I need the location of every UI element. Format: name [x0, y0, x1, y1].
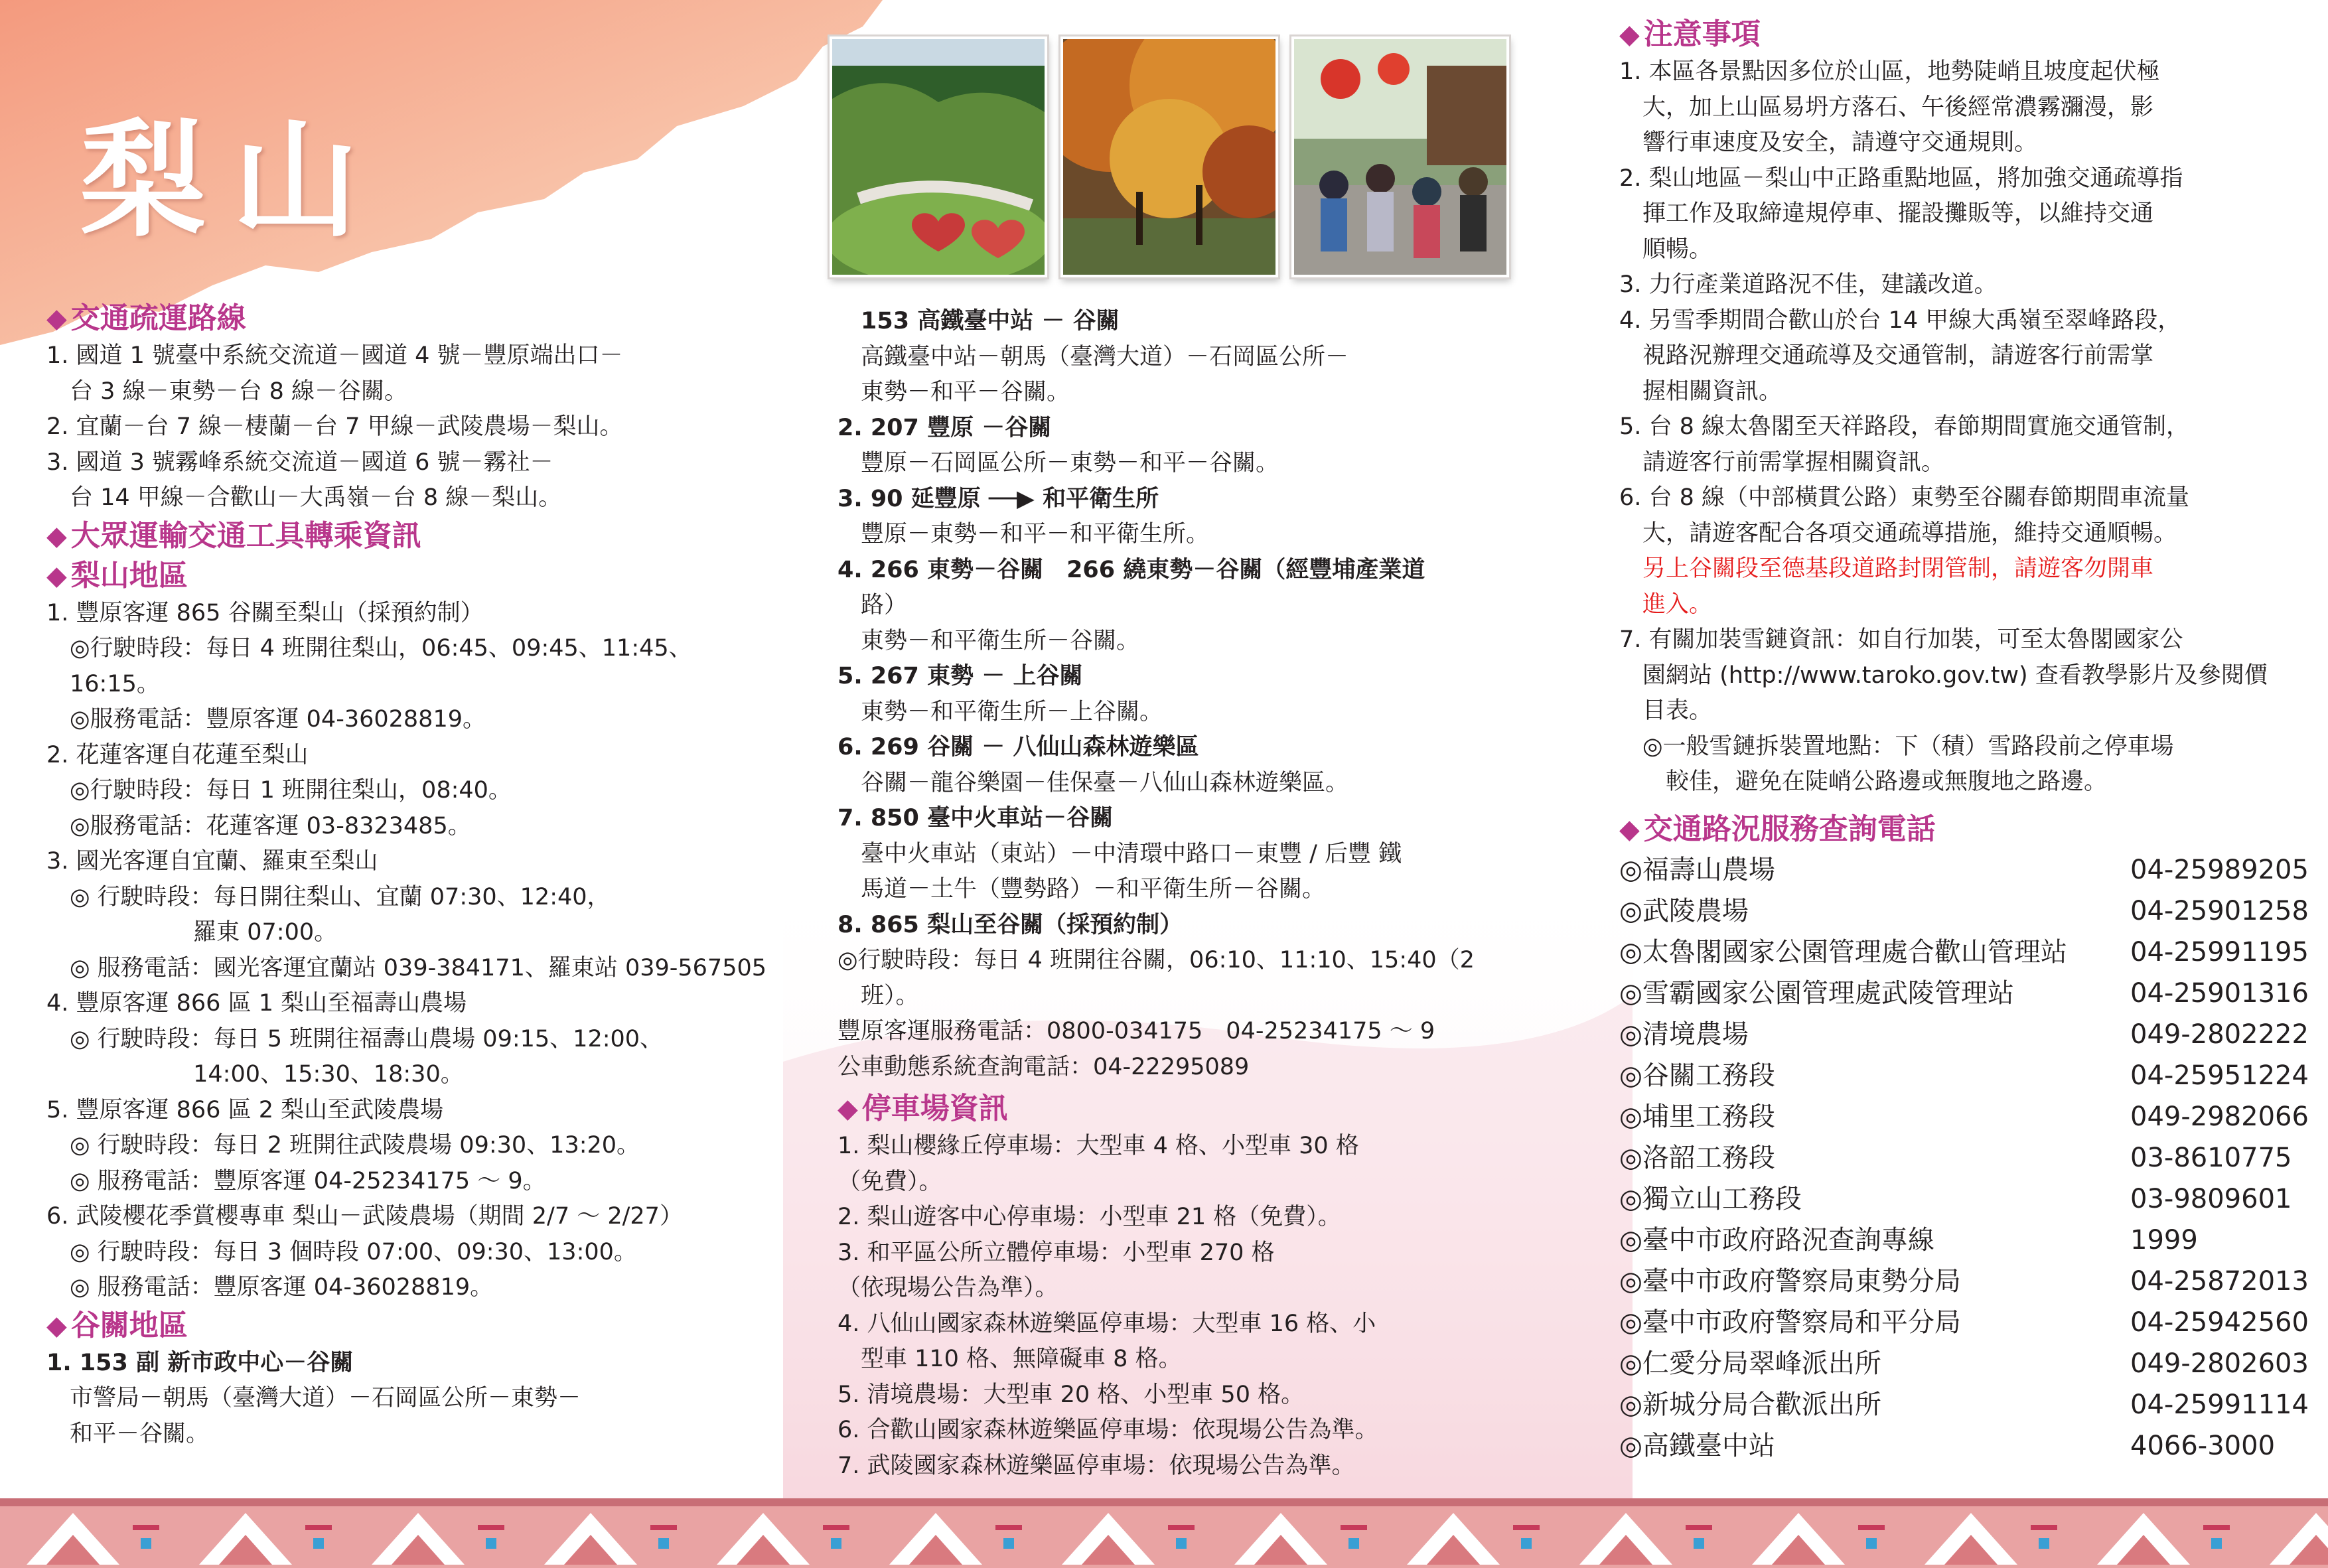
notice-line: 進入。 — [1619, 591, 1713, 618]
lishan-bus-line: 16:15。 — [46, 670, 160, 697]
lishan-bus-line: ◎行駛時段：每日 1 班開往梨山，08:40。 — [46, 777, 512, 804]
phone-number: 049-2802603 — [2130, 1348, 2309, 1379]
notice-line: 視路況辦理交通疏導及交通管制，請遊客行前需掌 — [1619, 342, 2154, 369]
phone-name: ◎太魯閣國家公園管理處合歡山管理站 — [1619, 936, 2067, 967]
bus-route-head: 7. 850 臺中火車站－谷關 — [837, 805, 1114, 831]
border-dash — [1858, 1525, 1885, 1530]
bus-route-head: 6. 269 谷關 － 八仙山森林遊樂區 — [837, 734, 1199, 760]
border-dot — [1694, 1538, 1704, 1549]
lishan-bus-line: ◎服務電話：花蓮客運 03-8323485。 — [46, 812, 471, 839]
bus-route-line: 班）。 — [837, 982, 919, 1009]
bus-route-line: 東勢－和平衛生所－上谷關。 — [837, 698, 1163, 725]
lishan-bus-line: 14:00、15:30、18:30。 — [46, 1061, 464, 1088]
lishan-bus-line: 3. 國光客運自宜蘭、羅東至梨山 — [46, 848, 378, 875]
bus-route-line: 東勢－和平－谷關。 — [837, 379, 1070, 405]
phone-number: 04-25901316 — [2130, 977, 2309, 1009]
phone-row — [1619, 1014, 2309, 1055]
notice-line: 6. 台 8 線（中部橫貫公路）東勢至谷關春節期間車流量 — [1619, 484, 2190, 511]
phone-name: ◎福壽山農場 — [1619, 854, 1775, 885]
border-dash — [305, 1525, 332, 1530]
phone-name: ◎雪霸國家公園管理處武陵管理站 — [1619, 977, 2014, 1009]
phone-row — [1619, 891, 2309, 932]
notice-list — [1619, 54, 2309, 800]
phone-number: 04-25951224 — [2130, 1060, 2309, 1091]
parking-line: 2. 梨山遊客中心停車場：小型車 21 格（免費）。 — [837, 1204, 1341, 1230]
traffic-route-line: 1. 國道 1 號臺中系統交流道－國道 4 號－豐原端出口－ — [46, 342, 623, 369]
bus-route-line: 高鐵臺中站－朝馬（臺灣大道）－石岡區公所－ — [837, 343, 1349, 370]
border-dot — [486, 1538, 496, 1549]
phone-number: 04-25942560 — [2130, 1307, 2309, 1338]
notice-line: 順暢。 — [1619, 236, 1713, 263]
lishan-bus-line: 1. 豐原客運 865 谷關至梨山（採預約制） — [46, 599, 484, 626]
page-title: 梨山 — [80, 106, 386, 254]
garden-photo — [830, 36, 1047, 277]
diamond-icon: ◆ — [46, 1310, 67, 1341]
diamond-icon: ◆ — [1619, 814, 1640, 845]
guguan-route-head: 1. 153 副 新市政中心－谷關 — [46, 1349, 354, 1376]
guguan-route-list — [46, 1381, 783, 1452]
parking-line: 3. 和平區公所立體停車場：小型車 270 格 — [837, 1239, 1275, 1266]
parking-list — [837, 1129, 1534, 1484]
bus-route-head: 4. 266 東勢－谷關 266 繞東勢－谷關（經豐埔產業道 — [837, 556, 1425, 583]
border-dot — [1521, 1538, 1532, 1549]
bus-route-line: 東勢－和平衛生所－谷關。 — [837, 627, 1140, 654]
phone-row — [1619, 1220, 2309, 1261]
lishan-bus-line: 4. 豐原客運 866 區 1 梨山至福壽山農場 — [46, 990, 467, 1017]
border-dash — [478, 1525, 504, 1530]
lishan-bus-line: ◎ 行駛時段：每日 3 個時段 07:00、09:30、13:00。 — [46, 1238, 637, 1265]
service-phone-list — [837, 1014, 1534, 1085]
decorative-border — [0, 1498, 2328, 1568]
lishan-bus-line: ◎行駛時段：每日 4 班開往梨山，06:45、09:45、11:45、 — [46, 635, 692, 662]
traffic-route-line: 3. 國道 3 號霧峰系統交流道－國道 6 號－霧社－ — [46, 449, 553, 476]
traffic-routes-heading: ◆ 交通疏運路線 — [46, 299, 783, 338]
bus-route-line: 豐原－東勢－和平－和平衛生所。 — [837, 521, 1210, 547]
lishan-bus-line: ◎ 行駛時段：每日 2 班開往武陵農場 09:30、13:20。 — [46, 1132, 640, 1159]
phone-name: ◎臺中市政府警察局和平分局 — [1619, 1307, 1961, 1338]
lishan-bus-line: 5. 豐原客運 866 區 2 梨山至武陵農場 — [46, 1096, 444, 1123]
border-dot — [141, 1538, 151, 1549]
border-dash — [2203, 1525, 2230, 1530]
notice-line: 響行車速度及安全，請遵守交通規則。 — [1619, 129, 2038, 156]
phone-list — [1619, 849, 2309, 1466]
border-dash — [1168, 1525, 1195, 1530]
bus-route-head: 3. 90 延豐原 ──▶ 和平衛生所 — [837, 485, 1159, 512]
phone-name: ◎臺中市政府警察局東勢分局 — [1619, 1265, 1961, 1297]
border-dash — [995, 1525, 1022, 1530]
phone-row — [1619, 849, 2309, 891]
border-dash — [1513, 1525, 1540, 1530]
border-dot — [2039, 1538, 2049, 1549]
diamond-icon: ◆ — [1619, 19, 1640, 50]
notice-line: 目表。 — [1619, 697, 1713, 724]
border-dash — [2031, 1525, 2057, 1530]
bus-route-head: 2. 207 豐原 －谷關 — [837, 414, 1052, 441]
transit-heading: ◆ 大眾運輸交通工具轉乘資訊 — [46, 516, 783, 556]
phone-number: 04-25991195 — [2130, 936, 2309, 967]
lishan-bus-line: ◎ 服務電話：豐原客運 04-36028819。 — [46, 1274, 494, 1301]
notice-line: 4. 另雪季期間合歡山於台 14 甲線大禹嶺至翠峰路段， — [1619, 307, 2181, 334]
border-dot — [658, 1538, 669, 1549]
notice-line: ◎一般雪鏈拆裝置地點：下（積）雪路段前之停車場 — [1619, 733, 2174, 760]
left-column — [46, 299, 783, 1452]
photo-strip — [830, 36, 1509, 277]
lishan-bus-line: 羅東 07:00。 — [46, 919, 338, 946]
phone-row — [1619, 1261, 2309, 1302]
border-dash — [133, 1525, 159, 1530]
phone-name: ◎新城分局合歡派出所 — [1619, 1389, 1881, 1420]
phone-name: ◎清境農場 — [1619, 1019, 1749, 1050]
phone-row — [1619, 1343, 2309, 1384]
bus-route-head: 153 高鐵臺中站 － 谷關 — [837, 308, 1120, 334]
notice-line: 2. 梨山地區－梨山中正路重點地區，將加強交通疏導指 — [1619, 165, 2183, 192]
phone-number: 03-8610775 — [2130, 1142, 2292, 1173]
phone-name: ◎高鐵臺中站 — [1619, 1430, 1775, 1461]
notice-heading: ◆ 注意事項 — [1619, 15, 2309, 54]
notice-line: 7. 有關加裝雪鏈資訊：如自行加裝，可至太魯閣國家公 — [1619, 626, 2183, 653]
traffic-route-line: 2. 宜蘭－台 7 線－棲蘭－台 7 甲線－武陵農場－梨山。 — [46, 413, 623, 440]
bus-route-head: 8. 865 梨山至谷關（採預約制） — [837, 911, 1183, 938]
border-dot — [1176, 1538, 1187, 1549]
phone-number: 1999 — [2130, 1224, 2198, 1255]
border-dot — [1348, 1538, 1359, 1549]
phone-row — [1619, 973, 2309, 1014]
phone-number: 4066-3000 — [2130, 1430, 2276, 1461]
lishan-bus-line: 2. 花蓮客運自花蓮至梨山 — [46, 741, 309, 768]
parking-line: （免費）。 — [837, 1168, 942, 1195]
lishan-bus-line: ◎服務電話：豐原客運 04-36028819。 — [46, 706, 486, 733]
phone-name: ◎埔里工務段 — [1619, 1101, 1775, 1132]
border-dot — [2211, 1538, 2222, 1549]
service-phone-line: 豐原客運服務電話：0800-034175 04-25234175 ～ 9 — [837, 1018, 1435, 1044]
bus-route-line: 谷關－龍谷樂園－佳保臺－八仙山森林遊樂區。 — [837, 769, 1349, 796]
diamond-icon: ◆ — [837, 1094, 858, 1124]
guguan-heading: ◆ 谷關地區 — [46, 1306, 783, 1346]
phone-name: ◎武陵農場 — [1619, 895, 1749, 926]
phone-name: ◎洛韶工務段 — [1619, 1142, 1775, 1173]
phone-number: 04-25901258 — [2130, 895, 2309, 926]
bus-route-line: 路） — [837, 592, 908, 618]
lishan-bus-list — [46, 596, 783, 1306]
parking-line: 5. 清境農場：大型車 20 格、小型車 50 格。 — [837, 1381, 1305, 1408]
phone-row — [1619, 1055, 2309, 1096]
traffic-route-line: 台 14 甲線－合歡山－大禹嶺－台 8 線－梨山。 — [46, 484, 562, 511]
phone-number: 04-25991114 — [2130, 1389, 2309, 1420]
diamond-icon: ◆ — [46, 303, 67, 334]
bus-route-line: 臺中火車站（東站）－中清環中路口－東豐 / 后豐 鐵 — [837, 840, 1402, 867]
phone-row — [1619, 1178, 2309, 1220]
lishan-bus-line: ◎ 服務電話：國光客運宜蘭站 039-384171、羅東站 039-567505 — [46, 954, 767, 981]
diamond-icon: ◆ — [46, 520, 67, 551]
phone-row — [1619, 1425, 2309, 1466]
bus-route-line: 馬道－土牛（豐勢路）－和平衛生所－谷關。 — [837, 876, 1326, 902]
lishan-heading: ◆ 梨山地區 — [46, 556, 783, 596]
phone-row — [1619, 1302, 2309, 1343]
lishan-bus-line: ◎ 服務電話：豐原客運 04-25234175 ～ 9。 — [46, 1167, 546, 1194]
parking-heading: ◆ 停車場資訊 — [837, 1089, 1534, 1129]
bus-route-line: 豐原－石岡區公所－東勢－和平－谷關。 — [837, 450, 1279, 476]
border-dot — [831, 1538, 841, 1549]
border-dash — [1686, 1525, 1712, 1530]
phone-number: 049-2802222 — [2130, 1019, 2309, 1050]
phone-number: 04-25872013 — [2130, 1265, 2309, 1297]
guguan-route-line: 市警局－朝馬（臺灣大道）－石岡區公所－東勢－ — [46, 1385, 581, 1411]
traffic-route-line: 台 3 線－東勢－台 8 線－谷關。 — [46, 378, 408, 405]
bus-routes-list — [837, 304, 1534, 1014]
border-dash — [650, 1525, 677, 1530]
phone-number: 049-2982066 — [2130, 1101, 2309, 1132]
phone-name: ◎仁愛分局翠峰派出所 — [1619, 1348, 1881, 1379]
parking-line: 7. 武陵國家森林遊樂區停車場：依現場公告為準。 — [837, 1452, 1355, 1479]
border-dash — [1341, 1525, 1367, 1530]
service-phone-line: 公車動態系統查詢電話：04-22295089 — [837, 1053, 1250, 1080]
phone-row — [1619, 1096, 2309, 1137]
notice-line: 1. 本區各景點因多位於山區，地勢陡峭且坡度起伏極 — [1619, 58, 2160, 85]
bus-route-head: 5. 267 東勢 － 上谷關 — [837, 663, 1083, 689]
phones-heading: ◆ 交通路況服務查詢電話 — [1619, 810, 2309, 849]
notice-line: 另上谷關段至德基段道路封閉管制，請遊客勿開車 — [1619, 555, 2154, 582]
notice-line: 3. 力行產業道路況不佳，建議改道。 — [1619, 271, 1998, 298]
phone-number: 03-9809601 — [2130, 1183, 2292, 1214]
phone-name: ◎臺中市政府路況查詢專線 — [1619, 1224, 1934, 1255]
lishan-bus-line: ◎ 行駛時段：每日開往梨山、宜蘭 07:30、12:40， — [46, 883, 611, 910]
notice-line: 大，請遊客配合各項交通疏導措施，維持交通順暢。 — [1619, 520, 2177, 547]
lishan-bus-line: 6. 武陵櫻花季賞櫻專車 梨山－武陵農場（期間 2/7 ～ 2/27） — [46, 1203, 683, 1230]
notice-line: 握相關資訊。 — [1619, 378, 1782, 405]
notice-line: 請遊客行前需掌握相關資訊。 — [1619, 449, 1945, 476]
right-column — [1619, 15, 2309, 1466]
traffic-routes-list — [46, 338, 783, 516]
parking-line: 6. 合歡山國家森林遊樂區停車場：依現場公告為準。 — [837, 1417, 1378, 1443]
border-dash — [823, 1525, 849, 1530]
guguan-route-line: 和平－谷關。 — [46, 1420, 210, 1447]
phone-row — [1619, 1137, 2309, 1178]
notice-line: 揮工作及取締違規停車、擺設攤販等，以維持交通 — [1619, 200, 2154, 227]
diamond-icon: ◆ — [46, 560, 67, 591]
parking-line: 1. 梨山櫻緣丘停車場：大型車 4 格、小型車 30 格 — [837, 1133, 1359, 1159]
crowd-photo — [1291, 36, 1509, 277]
parking-line: （依現場公告為準）。 — [837, 1275, 1058, 1301]
notice-line: 較佳，避免在陡峭公路邊或無腹地之路邊。 — [1619, 768, 2108, 795]
phone-row — [1619, 932, 2309, 973]
phone-name: ◎谷關工務段 — [1619, 1060, 1775, 1091]
phone-number: 04-25989205 — [2130, 854, 2309, 885]
lishan-bus-line: ◎ 行駛時段：每日 5 班開往福壽山農場 09:15、12:00、 — [46, 1025, 664, 1052]
bus-route-line: ◎行駛時段：每日 4 班開往谷關，06:10、11:10、15:40（2 — [837, 947, 1475, 973]
notice-line: 園網站 (http://www.taroko.gov.tw) 查看教學影片及參閱價 — [1619, 662, 2268, 689]
parking-line: 4. 八仙山國家森林遊樂區停車場：大型車 16 格、小 — [837, 1310, 1376, 1337]
phone-row — [1619, 1384, 2309, 1425]
phone-name: ◎獨立山工務段 — [1619, 1183, 1802, 1214]
notice-line: 5. 台 8 線太魯閣至天祥路段，春節期間實施交通管制， — [1619, 413, 2190, 440]
notice-line: 大，加上山區易坍方落石、午後經常濃霧瀰漫，影 — [1619, 94, 2154, 121]
parking-line: 型車 110 格、無障礙車 8 格。 — [837, 1346, 1182, 1372]
border-dot — [1003, 1538, 1014, 1549]
border-dot — [1866, 1538, 1877, 1549]
autumn-forest-photo — [1060, 36, 1278, 277]
border-dot — [313, 1538, 324, 1549]
middle-column — [837, 304, 1534, 1484]
